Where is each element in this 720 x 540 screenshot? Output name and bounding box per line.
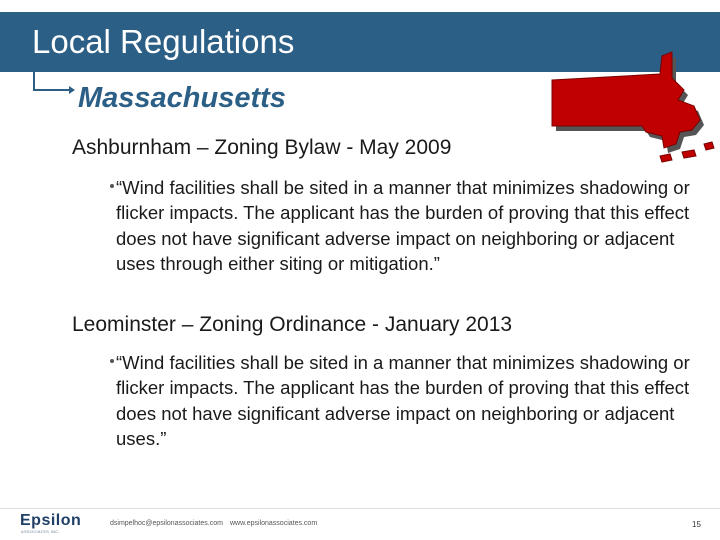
elbow-arrow-icon: [33, 72, 75, 96]
footer-email: dsimpelhoc@epsilonassociates.com: [110, 520, 223, 527]
page-number: 15: [692, 520, 701, 529]
town-name: Leominster: [72, 313, 176, 336]
ordinance-title: – Zoning Ordinance - January 2013: [175, 313, 513, 336]
massachusetts-map-icon: [548, 48, 720, 176]
slide-title: Local Regulations: [32, 23, 295, 60]
epsilon-logo: [20, 512, 84, 536]
slide-subtitle: Massachusetts: [78, 82, 286, 114]
bylaw-title: – Zoning Bylaw - May 2009: [191, 136, 452, 159]
ashburnham-heading: [72, 135, 451, 161]
footer-divider: [0, 508, 720, 509]
ordinance-quote: “Wind facilities shall be sited in a manner that minimizes shadowing or flicker impacts. The applicant has the burden of proving that this effect does not have significant adverse impact on neighboring or adjacent uses.”: [116, 352, 690, 449]
bullet-icon: [110, 359, 114, 363]
logo-tagline: ASSOCIATES INC.: [21, 529, 60, 534]
logo-wordmark: Epsilon: [20, 512, 82, 529]
bylaw-quote: “Wind facilities shall be sited in a manner that minimizes shadowing or flicker impacts. The applicant has the burden of proving that this effect does not have significant adverse impact on neighboring or adjacent uses through either siting or mitigation.”: [116, 177, 690, 274]
footer-website: www.epsilonassociates.com: [230, 520, 318, 527]
town-name: Ashburnham: [72, 136, 192, 159]
leominster-heading: [72, 312, 512, 338]
bullet-icon: [110, 184, 114, 188]
